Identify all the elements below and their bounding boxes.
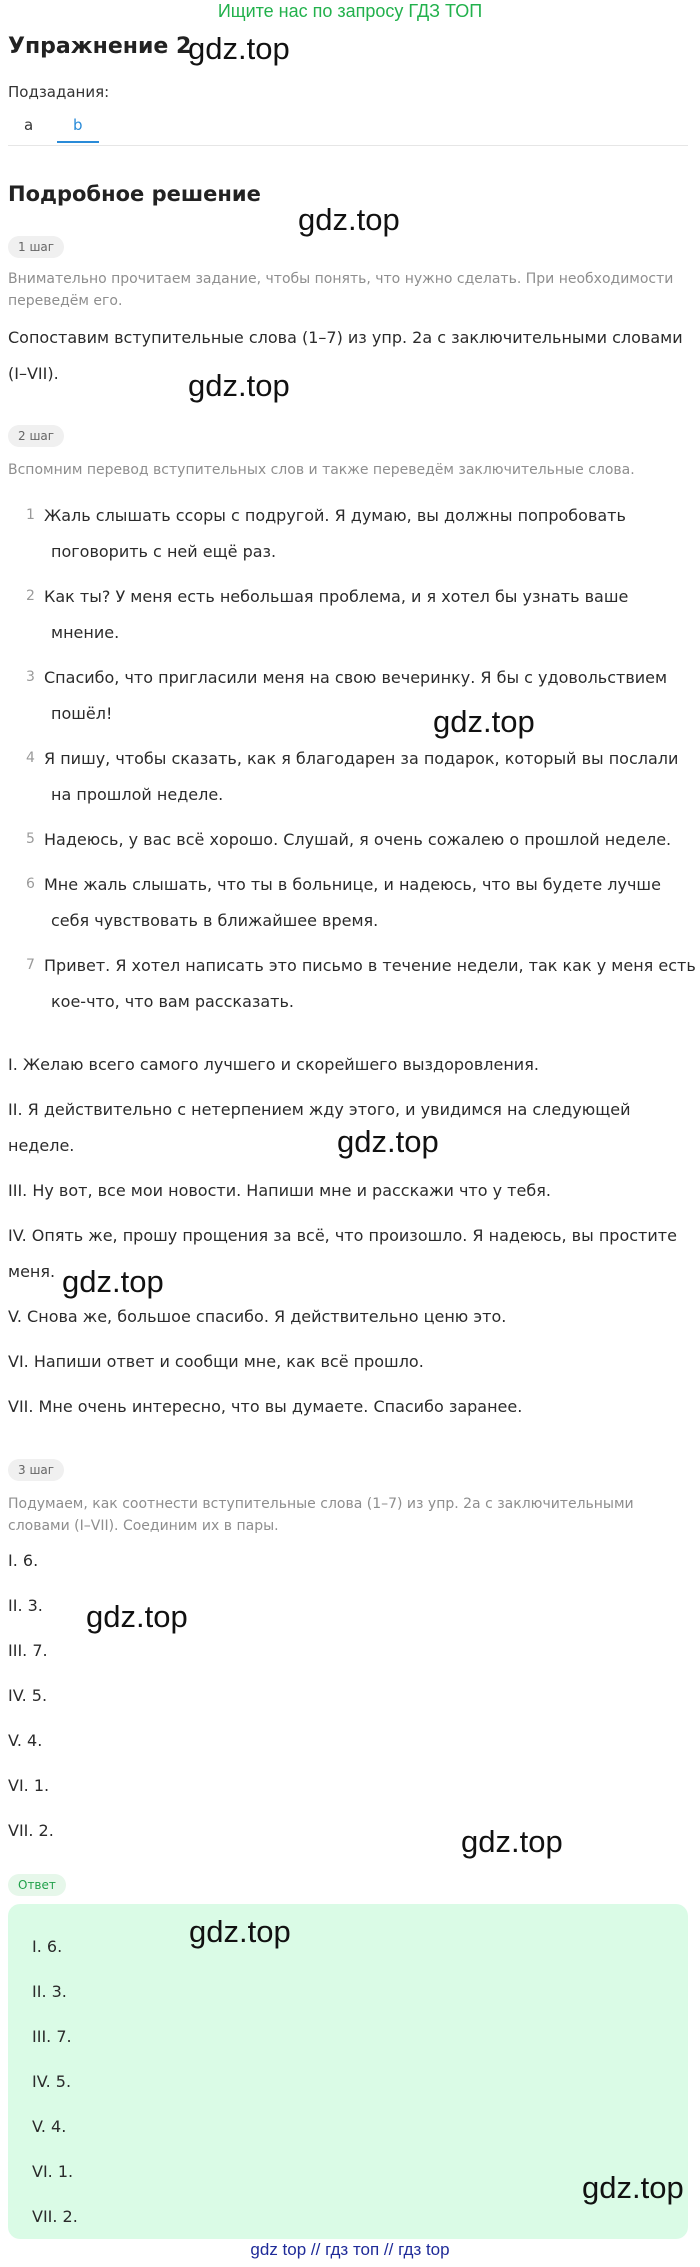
step1-text-line: Сопоставим вступительные слова (1–7) из упр. 2a с заключительными словами xyxy=(8,328,683,347)
step1-text-line: (I–VII). xyxy=(8,364,59,383)
list-item: Спасибо, что пригласили меня на свою вечеринку. Я бы с удовольствием xyxy=(44,668,668,687)
answer-pair: VI. 1. xyxy=(32,2162,74,2181)
item-number: 1 xyxy=(26,507,35,523)
closing-line: VI. Напиши ответ и сообщи мне, как всё прошло. xyxy=(8,1352,424,1371)
item-number: 6 xyxy=(26,876,35,892)
item-number: 5 xyxy=(26,831,35,847)
tab-a[interactable]: a xyxy=(24,116,34,134)
pair-item: III. 7. xyxy=(8,1641,48,1660)
step3-hint-line: Подумаем, как соотнести вступительные слова (1–7) из упр. 2a с заключительными xyxy=(8,1496,634,1512)
closing-line: VII. Мне очень интересно, что вы думаете. Спасибо заранее. xyxy=(8,1397,523,1416)
answer-pair: III. 7. xyxy=(32,2027,72,2046)
step2-hint: Вспомним перевод вступительных слов и также переведём заключительные слова. xyxy=(8,462,635,478)
item-number: 2 xyxy=(26,588,35,604)
page-title: Упражнение 2 xyxy=(8,34,192,59)
list-item: пошёл! xyxy=(51,704,113,723)
watermark: gdz.top xyxy=(582,2170,684,2205)
solution-heading: Подробное решение xyxy=(8,182,261,206)
pair-item: VI. 1. xyxy=(8,1776,50,1795)
list-item: Я пишу, чтобы сказать, как я благодарен за подарок, который вы послали xyxy=(44,749,679,768)
closing-line: меня. xyxy=(8,1262,56,1281)
pair-item: I. 6. xyxy=(8,1551,39,1570)
watermark: gdz.top xyxy=(189,1914,291,1949)
list-item: мнение. xyxy=(51,623,120,642)
pair-item: IV. 5. xyxy=(8,1686,48,1705)
watermark: gdz.top xyxy=(86,1599,188,1634)
watermark: gdz.top xyxy=(188,368,290,403)
closing-line: неделе. xyxy=(8,1136,75,1155)
list-item: Надеюсь, у вас всё хорошо. Слушай, я очень сожалею о прошлой неделе. xyxy=(44,830,672,849)
answer-pair: VII. 2. xyxy=(32,2207,78,2226)
closing-line: IV. Опять же, прошу прощения за всё, что произошло. Я надеюсь, вы простите xyxy=(8,1226,677,1245)
step-badge: 1 шаг xyxy=(8,236,64,258)
list-item: поговорить с ней ещё раз. xyxy=(51,542,277,561)
answer-pair: I. 6. xyxy=(32,1937,63,1956)
active-tab-indicator xyxy=(57,141,99,143)
watermark: gdz.top xyxy=(62,1264,164,1299)
watermark: gdz.top xyxy=(461,1824,563,1859)
step-badge: 2 шаг xyxy=(8,425,64,447)
closing-line: V. Снова же, большое спасибо. Я действительно ценю это. xyxy=(8,1307,507,1326)
answer-badge: Ответ xyxy=(8,1874,66,1896)
item-number: 7 xyxy=(26,957,35,973)
step3-hint-line: словами (I–VII). Соединим их в пары. xyxy=(8,1518,279,1534)
footer-links[interactable]: gdz top // гдз топ // гдз top xyxy=(250,2240,450,2259)
closing-line: III. Ну вот, все мои новости. Напиши мне и расскажи что у тебя. xyxy=(8,1181,551,1200)
list-item: Как ты? У меня есть небольшая проблема, и я хотел бы узнать ваше xyxy=(44,587,629,606)
list-item: на прошлой неделе. xyxy=(51,785,224,804)
list-item: Мне жаль слышать, что ты в больнице, и надеюсь, что вы будете лучше xyxy=(44,875,661,894)
item-number: 3 xyxy=(26,669,35,685)
top-banner[interactable]: Ищите нас по запросу ГДЗ ТОП xyxy=(217,1,483,21)
step1-hint-line: Внимательно прочитаем задание, чтобы понять, что нужно сделать. При необходимости xyxy=(8,271,674,287)
list-item: кое-что, что вам рассказать. xyxy=(51,992,295,1011)
step1-hint-line: переведём его. xyxy=(8,293,123,309)
item-number: 4 xyxy=(26,750,35,766)
tabs-divider xyxy=(8,145,688,146)
watermark: gdz.top xyxy=(188,31,290,66)
pair-item: II. 3. xyxy=(8,1596,43,1615)
watermark: gdz.top xyxy=(337,1124,439,1159)
watermark: gdz.top xyxy=(433,704,535,739)
pair-item: VII. 2. xyxy=(8,1821,54,1840)
answer-pair: V. 4. xyxy=(32,2117,67,2136)
list-item: себя чувствовать в ближайшее время. xyxy=(51,911,379,930)
tab-b[interactable]: b xyxy=(73,116,83,134)
list-item: Жаль слышать ссоры с подругой. Я думаю, вы должны попробовать xyxy=(44,506,626,525)
pair-item: V. 4. xyxy=(8,1731,43,1750)
watermark: gdz.top xyxy=(298,202,400,237)
list-item: Привет. Я хотел написать это письмо в течение недели, так как у меня есть xyxy=(44,956,696,975)
closing-line: I. Желаю всего самого лучшего и скорейшего выздоровления. xyxy=(8,1055,539,1074)
subtasks-label: Подзадания: xyxy=(8,83,110,101)
step-badge: 3 шаг xyxy=(8,1459,64,1481)
answer-pair: II. 3. xyxy=(32,1982,67,2001)
closing-line: II. Я действительно с нетерпением жду этого, и увидимся на следующей xyxy=(8,1100,631,1119)
answer-pair: IV. 5. xyxy=(32,2072,72,2091)
